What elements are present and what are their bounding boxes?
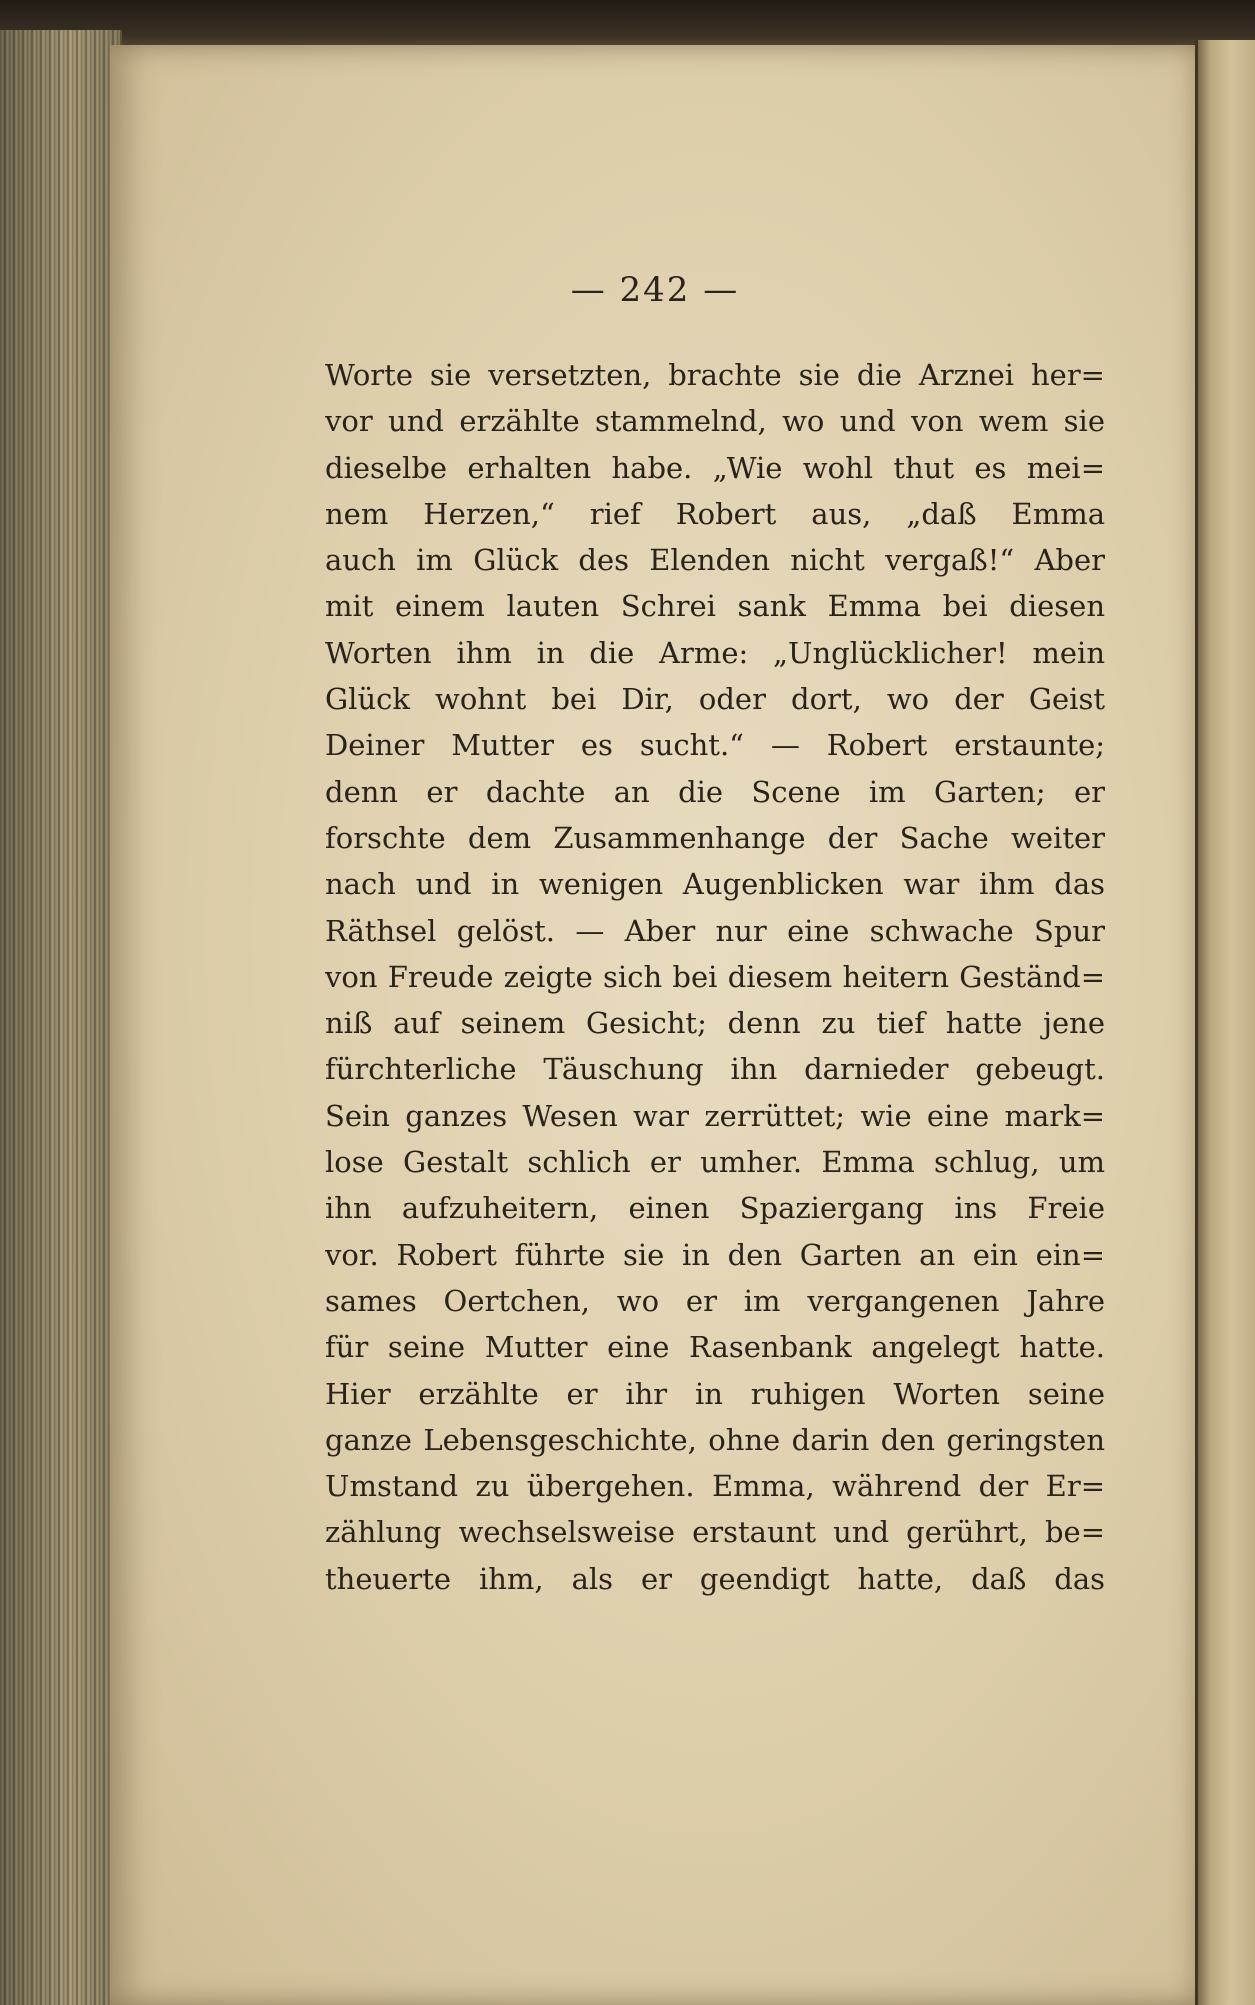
- text-line: theuerte ihm, als er geendigt hatte, daß das: [325, 1561, 1105, 1596]
- text-line: auch im Glück des Elenden nicht vergaß!“ Aber: [325, 543, 1105, 578]
- text-line: für seine Mutter eine Rasenbank angelegt hatte.: [325, 1330, 1105, 1365]
- text-line: von Freude zeigte sich bei diesem heitern Geständ=: [325, 959, 1105, 994]
- text-line: Räthsel gelöst. — Aber nur eine schwache Spur: [325, 913, 1105, 948]
- text-line: Sein ganzes Wesen war zerrüttet; wie eine mark=: [325, 1098, 1105, 1133]
- text-line: nach und in wenigen Augenblicken war ihm das: [325, 867, 1105, 902]
- facing-page-edge: [1195, 40, 1255, 2005]
- text-line: denn er dachte an die Scene im Garten; er: [325, 774, 1105, 809]
- text-line: dieselbe erhalten habe. „Wie wohl thut es mei=: [325, 450, 1105, 485]
- text-line: sames Oertchen, wo er im vergangenen Jahre: [325, 1283, 1105, 1318]
- page-gutter: [1195, 40, 1198, 2005]
- text-line: Worte sie versetzten, brachte sie die Arznei her=: [325, 358, 1105, 392]
- book-binding-top: [0, 0, 1255, 50]
- text-line: Hier erzählte er ihr in ruhigen Worten seine: [325, 1376, 1105, 1411]
- page-header: — 242 —: [570, 270, 740, 310]
- text-line: Glück wohnt bei Dir, oder dort, wo der Geist: [325, 682, 1105, 717]
- text-line: zählung wechselsweise erstaunt und gerührt, be=: [325, 1515, 1105, 1550]
- text-line: nem Herzen,“ rief Robert aus, „daß Emma: [325, 496, 1105, 531]
- body-text: [325, 352, 1105, 1602]
- text-line: niß auf seinem Gesicht; denn zu tief hatte jene: [325, 1006, 1105, 1041]
- text-line: ihn aufzuheitern, einen Spaziergang ins Freie: [325, 1191, 1105, 1226]
- page-edges-shadow: [0, 30, 120, 2005]
- text-line: Umstand zu übergehen. Emma, während der Er=: [325, 1469, 1105, 1504]
- text-line: lose Gestalt schlich er umher. Emma schlug, um: [325, 1145, 1105, 1180]
- text-line: ganze Lebensgeschichte, ohne darin den geringsten: [325, 1422, 1105, 1457]
- text-line: fürchterliche Täuschung ihn darnieder gebeugt.: [325, 1052, 1105, 1087]
- text-line: Deiner Mutter es sucht.“ — Robert erstaunte;: [325, 728, 1105, 763]
- text-line: Worten ihm in die Arme: „Unglücklicher! mein: [325, 635, 1105, 670]
- text-line: vor und erzählte stammelnd, wo und von wem sie: [325, 404, 1105, 439]
- text-line: mit einem lauten Schrei sank Emma bei diesen: [325, 589, 1105, 624]
- text-line: vor. Robert führte sie in den Garten an ein ein=: [325, 1237, 1105, 1272]
- text-line: forschte dem Zusammenhange der Sache weiter: [325, 820, 1105, 855]
